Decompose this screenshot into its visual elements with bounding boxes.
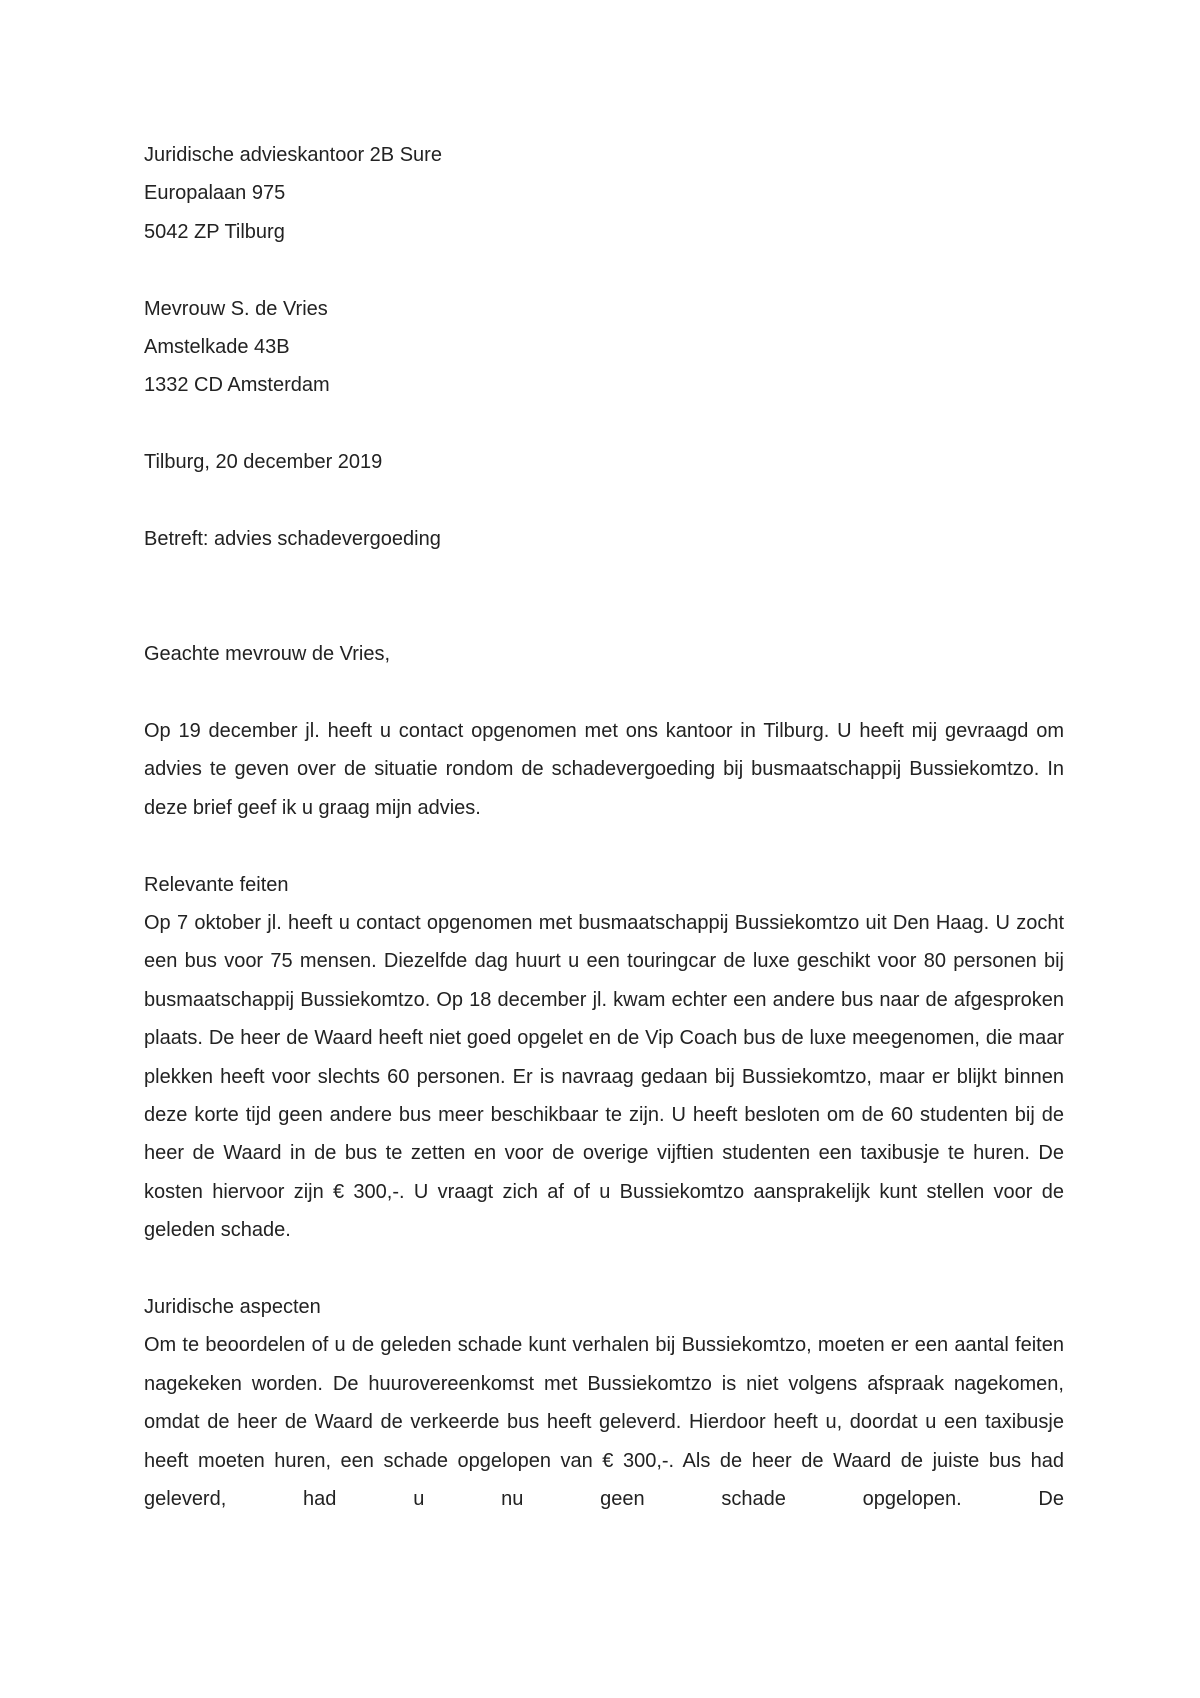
intro-paragraph: Op 19 december jl. heeft u contact opgenomen met ons kantoor in Tilburg. U heeft mij gevraagd om advies te geven over de situatie rondom de schadevergoeding bij busmaatschappij Bussiekomtzo. In deze brief geef ik u graag mijn advies.	[144, 720, 1064, 819]
salutation: Geachte mevrouw de Vries,	[144, 643, 391, 666]
sender-postal-city: 5042 ZP Tilburg	[144, 220, 285, 243]
section-body-facts: Op 7 oktober jl. heeft u contact opgenomen met busmaatschappij Bussiekomtzo uit Den Haag. U zocht een bus voor 75 mensen. Diezelfde dag huurt u een touringcar de luxe geschikt voor 80 personen bij busmaatschappij Bussiekomtzo. Op 18 december jl. kwam echter een andere bus naar de afgesproken plaats. De heer de Waard heeft niet goed opgelet en de Vip Coach bus de luxe meegenomen, die maar plekken heeft voor slechts 60 personen. Er is navraag gedaan bij Bussiekomtzo, maar er blijkt binnen deze korte tijd geen andere bus meer beschikbaar te zijn. U heeft besloten om de 60 studenten bij de heer de Waard in de bus te zetten en voor de overige vijftien studenten een taxibusje te huren. De kosten hiervoor zijn € 300,-. U vraagt zich af of u Bussiekomtzo aansprakelijk kunt stellen voor de geleden schade.	[144, 912, 1064, 1242]
subject-line: Betreft: advies schadevergoeding	[144, 528, 441, 551]
section-heading-legal: Juridische aspecten	[144, 1296, 321, 1319]
letter-page	[144, 136, 1064, 1519]
recipient-street: Amstelkade 43B	[144, 336, 290, 359]
recipient-address	[144, 290, 1064, 405]
section-heading-facts: Relevante feiten	[144, 873, 289, 896]
sender-name: Juridische advieskantoor 2B Sure	[144, 144, 442, 166]
sender-street: Europalaan 975	[144, 182, 286, 205]
place-date: Tilburg, 20 december 2019	[144, 451, 383, 474]
recipient-name: Mevrouw S. de Vries	[144, 297, 328, 320]
recipient-postal-city: 1332 CD Amsterdam	[144, 374, 330, 397]
sender-address	[144, 136, 1064, 251]
section-body-legal: Om te beoordelen of u de geleden schade kunt verhalen bij Bussiekomtzo, moeten er een aantal feiten nagekeken worden. De huurovereenkomst met Bussiekomtzo is niet volgens afspraak nagekomen, omdat de heer de Waard de verkeerde bus heeft geleverd. Hierdoor heeft u, doordat u een taxibusje heeft moeten huren, een schade opgelopen van € 300,-. Als de heer de Waard de juiste bus had geleverd, had u nu geen schade opgelopen. De	[144, 1334, 1064, 1511]
